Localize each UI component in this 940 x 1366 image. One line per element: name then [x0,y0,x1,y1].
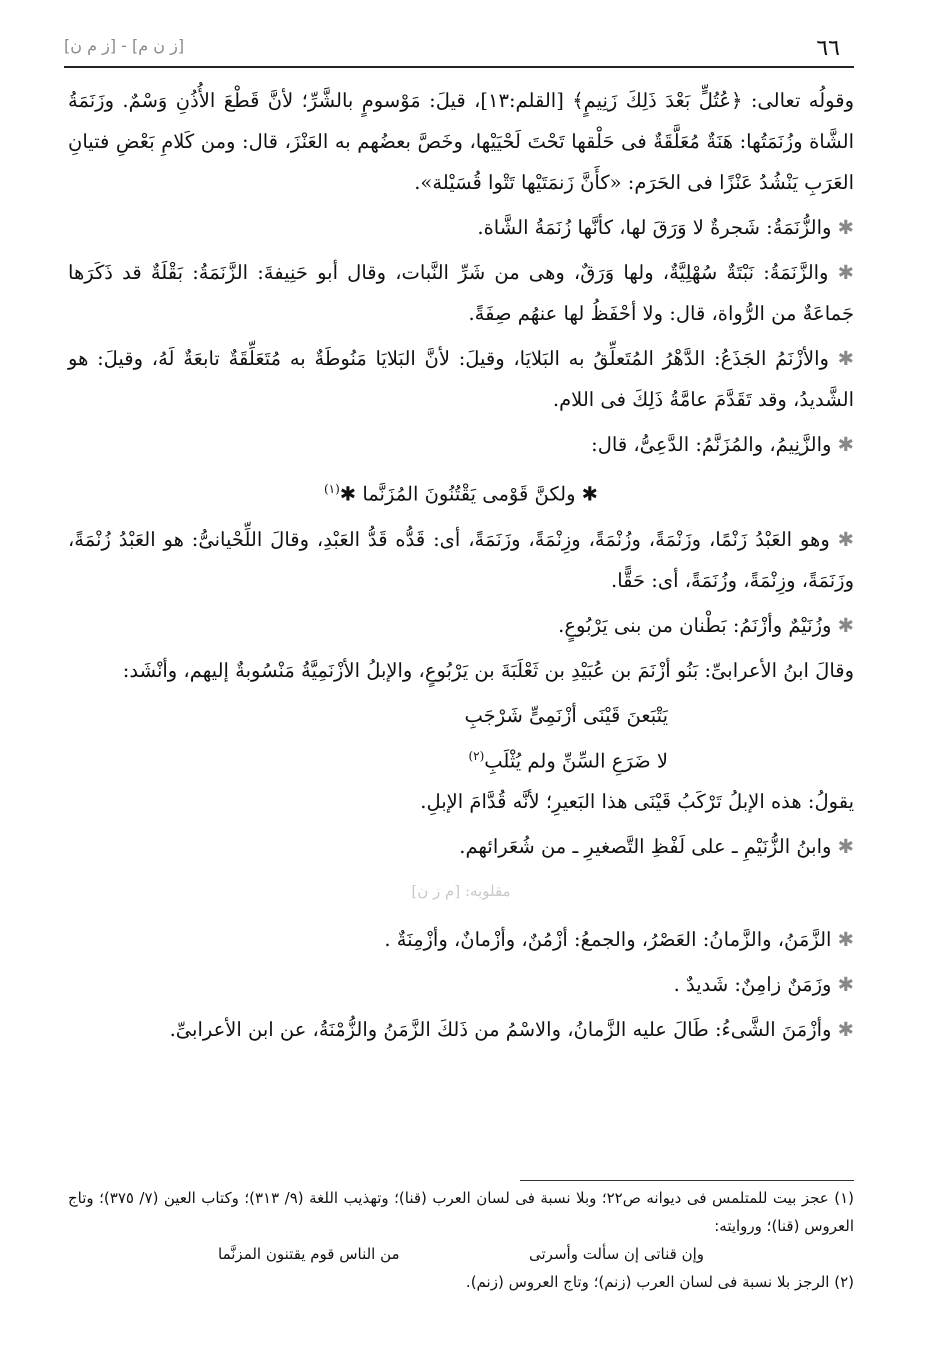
paragraph-ibn-arabi: وقالَ ابنُ الأعرابىِّ: بَنُو أزْنَمَ بن عُبَيْدِ بن ثَعْلَبَةَ بن يَرْبُوعٍ، والإبلُ الأزْنَمِيَّةُ مَنْسُوبةٌ إليهم، وأنْشَد: [122,658,854,682]
footnote-ref-2: (٢) [468,748,485,763]
footnotes [68,1184,854,1296]
entry-zaman: ✱ الزَّمَنُ، والزَّمانُ: العَصْرُ، والجمعُ: أزْمُنٌ، وأزْمانٌ، وأزْمِنَةٌ . [68,919,854,960]
main-text [68,80,854,1054]
entry-zunaym: ✱ وزُنَيْمٌ وأزْنَمُ: بَطْنان من بنى يَرْبُوعٍ. [68,605,854,646]
verse-2-line-2-text: لا ضَرَعِ السِّنِّ ولم يُثْلَبِ [484,749,668,772]
entry-abd-zanm: ✱ وهو العَبْدُ زَنْمًا، وزَنْمَةً، وزُنْمَةً، وزِنْمَةً، وزَنَمَةً، أى: قَدُّه قَدُّ العَبْدِ، وقالَ اللِّحْيانىُّ: هو العَبْدُ زُنْمَةً، وزَنَمَةً، وزِنْمَةً، وزُنَمَةً، أى: حَقًّا. [68,519,854,601]
footnote-1-verse [68,1240,854,1268]
page-number: ٦٦ [816,36,840,61]
footnote-1-verse-a: وإن قناتى إن سألت وأسرتى [529,1245,704,1263]
footnote-rule [520,1180,854,1181]
entry-zaman-zamin: ✱ وزَمَنٌ زامِنٌ: شَديدٌ . [68,964,854,1005]
verse-2-line-1: يَتْبَعنَ قَيْنَى أزْنَمِىٍّ شَرْجَبِ [464,703,668,727]
header-rule [64,66,854,68]
entry-ibn-zunaym: ✱ وابنُ الزُّنَيْمِ ـ على لَفْظِ التَّصغيرِ ـ من شُعَرائهم. [68,826,854,867]
entry-azman: ✱ وأزْمَنَ الشَّىءُ: طَالَ عليه الزَّمانُ، والاسْمُ من ذَلكَ الزَّمَنُ والزُّمْنَةُ، عن ابن الأعرابىِّ. [68,1009,854,1050]
entry-azlam-jadha: ✱ والأزْنَمُ الجَذَعُ: الدَّهْرُ المُتَعلِّقُ به البَلايَا، وقيلَ: لأنَّ البَلايَا مَنُوطَةٌ به مُتَعَلِّقَةٌ تابعَةٌ لَهُ، وقيلَ: هو الشَّديدُ، وقد تَقَدَّمَ عامَّةُ ذَلِكَ فى اللام. [68,338,854,420]
entry-zanim: ✱ والزَّنِيمُ، والمُزَنَّمُ: الدَّعِىُّ، قال: [68,424,854,465]
root-header-mark: [ز م ن] - [ز ن م] [64,36,185,55]
verse-1-text: ✱ ولكنَّ قَوْمى يَقْتُنُونَ المُزَنَّما ✱ [339,482,599,506]
paragraph-1: وقولُه تعالى: ﴿عُتُلٍّ بَعْدَ ذَلِكَ زَنِيمٍ﴾ [القلم:١٣]، قيلَ: مَوْسومٍ بالشَّرِّ؛ لأنَّ قَطْعَ الأُذُنِ وَسْمٌ. وزَنَمَةُ الشَّاة وزُنَمَتُها: هَنَةٌ مُعَلَّقَةٌ فى حَلْقها تَحْتَ لَحْيَيْها، وخَصَّ بعضُهم به العَنْزَ، قال: ومن كَلامِ بَعْضِ فتيانِ العَرَبِ يَنْشُدُ عَنْزًا فى الحَرَم: «كأَنَّ زَنمَتَيْها تَتْوا قُسَيْلة». [68,89,854,194]
footnote-ref-1: (١) [323,482,340,496]
entry-zanama-plant: ✱ والزَّنَمَةُ: نَبْتَةٌ سُهْلِيَّةٌ، ولها وَرَقٌ، وهى من شَرِّ النَّبات، وقال أبو حَنِيفةَ: الزَّنَمَةُ: بَقْلَةٌ قد ذَكَرَها جَماعَةٌ من الرُّواة، قال: ولا أحْفَظُ لها عنهُم صِفَةً. [68,252,854,334]
verse-1 [68,469,854,515]
page-header [64,30,840,64]
paragraph-yaqul: يقولُ: هذه الإبلُ تَرْكَبُ قَيْنَى هذا البَعيرِ؛ لأنَّه قُدَّامَ الإبلِ. [420,790,854,813]
footnote-1: (١) عجز بيت للمتلمس فى ديوانه ص٢٢؛ وبلا نسبة فى لسان العرب (قنا)؛ وتهذيب اللغة (٩/ ٣١٣)؛ وكتاب العين (٧/ ٣٧٥)؛ وتاج العروس (قنا)؛ وروايته: [68,1189,855,1235]
verse-2-line-2 [68,736,854,782]
footnote-1-verse-b: من الناس قوم يقتنون المزنَّما [218,1245,400,1263]
entry-zunama-tree: ✱ والزُّنَمَةُ: شَجرةٌ لا وَرَقَ لها، كأنَّها زُنَمَةُ الشَّاة. [68,207,854,248]
section-mark: مقلوبه: [م ز ن] [411,882,511,900]
footnote-2: (٢) الرجز بلا نسبة فى لسان العرب (زنم)؛ وتاج العروس (زنم). [465,1273,854,1291]
